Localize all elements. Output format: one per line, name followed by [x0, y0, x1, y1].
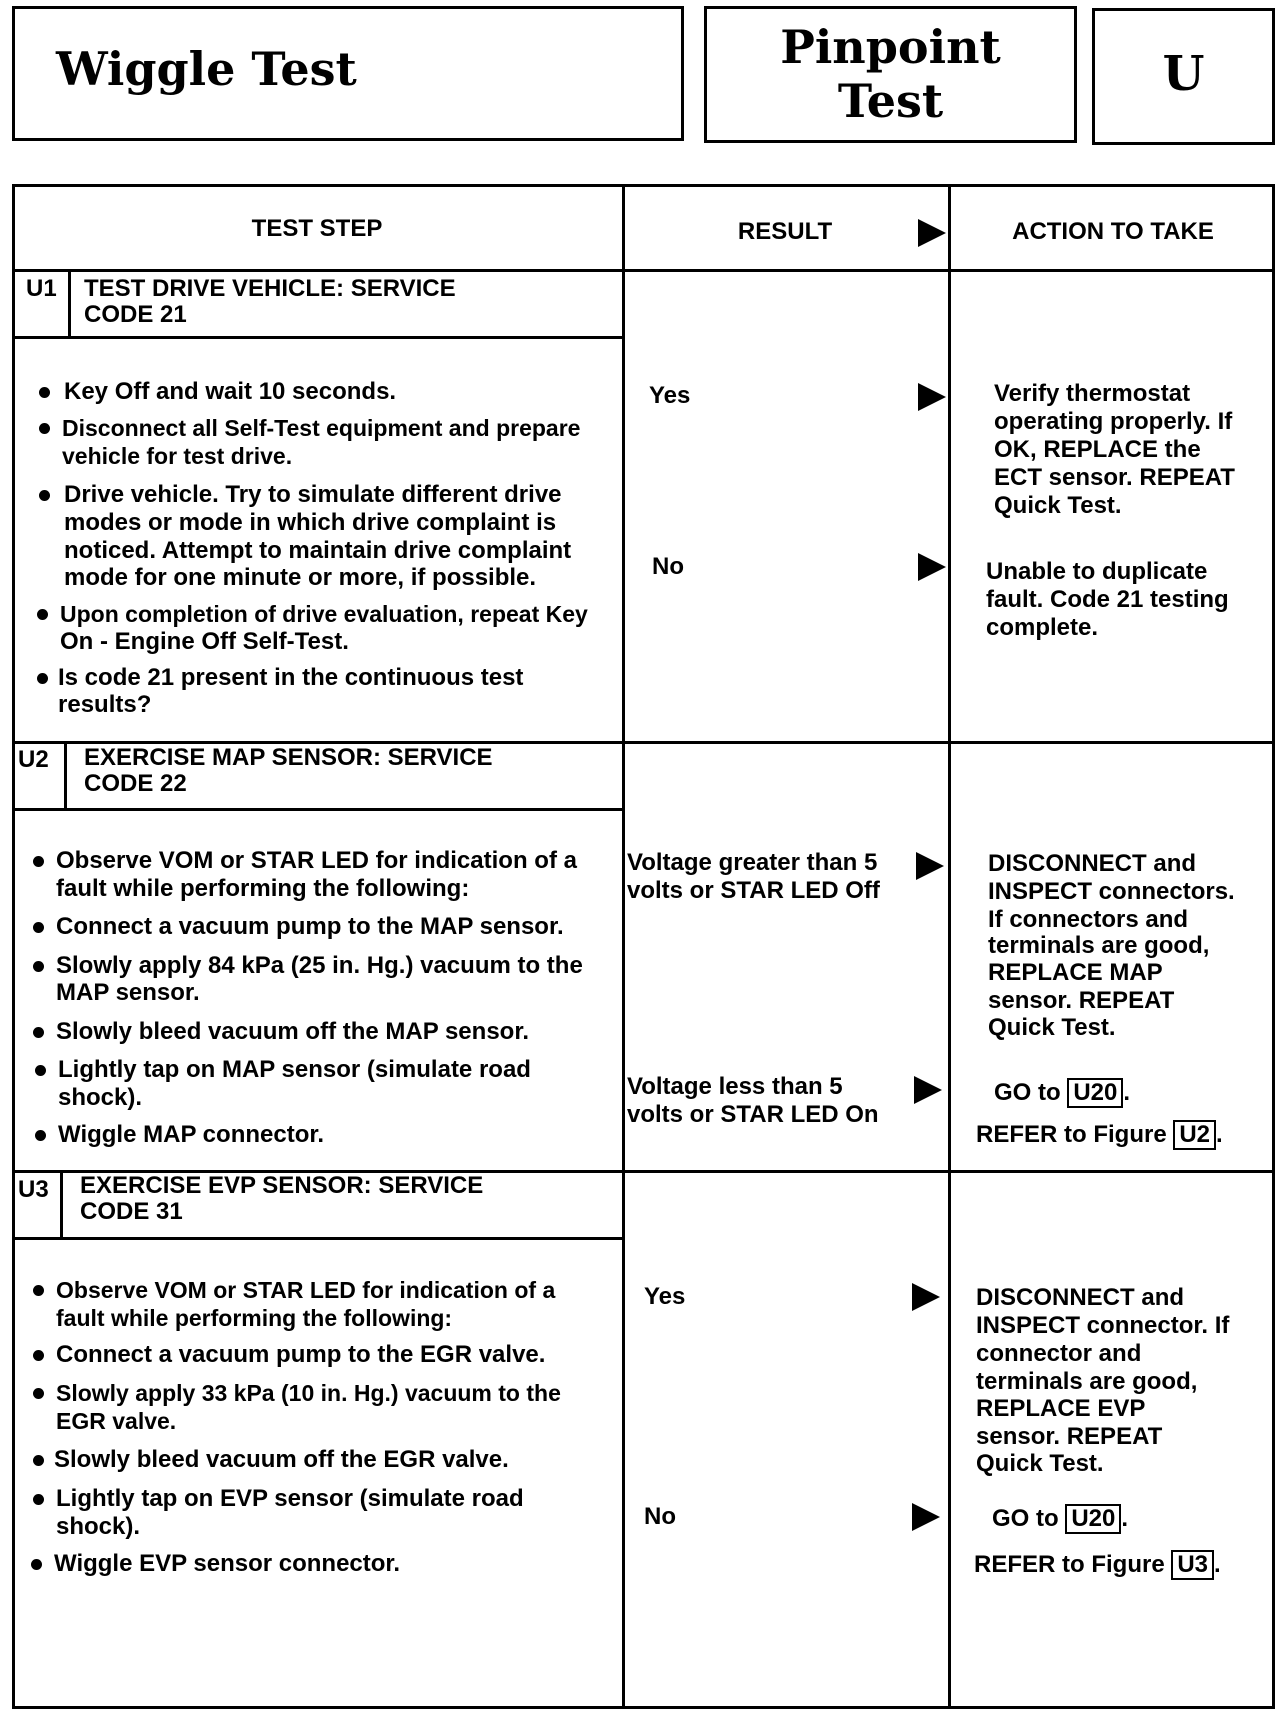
u1-bullet-1-line1: Key Off and wait 10 seconds. [64, 378, 397, 405]
u1-result-no-arrow-icon [918, 553, 946, 581]
header-row-divider [12, 269, 1275, 272]
u1-action-yes-line3: OK, REPLACE the [994, 436, 1201, 463]
u2-bullet-3-line1: Slowly apply 84 kPa (25 in. Hg.) vacuum to the [56, 952, 583, 979]
u3-result-yes-arrow-icon [912, 1283, 940, 1311]
u3-refer-ref-figure[interactable]: U3 [1171, 1550, 1214, 1580]
u2-action-refer-line [976, 1120, 1223, 1150]
u2-result-greater-line1: Voltage greater than 5 [627, 849, 878, 876]
u3-bullet-2-line1: Connect a vacuum pump to the EGR valve. [56, 1341, 546, 1368]
u2-action-greater-line5: REPLACE MAP [988, 959, 1163, 986]
u2-bullet-3-line2: MAP sensor. [56, 979, 200, 1006]
u3-action-yes-line5: REPLACE EVP [976, 1395, 1146, 1422]
column-header-arrow-icon [918, 219, 946, 247]
u2-action-greater-line2: INSPECT connectors. [988, 878, 1235, 905]
u3-bullet-3-icon [33, 1388, 44, 1399]
u1-bullet-3-line3: noticed. Attempt to maintain drive complaint [64, 537, 572, 564]
u2-refer-ref-figure[interactable]: U2 [1173, 1120, 1216, 1150]
u3-id-divider [60, 1170, 63, 1238]
u1-bullet-3-line2: modes or mode in which drive complaint is [64, 509, 557, 536]
u1-step-id: U1 [26, 275, 57, 302]
u3-action-refer-line [974, 1550, 1221, 1580]
u1-bullet-2-line2: vehicle for test drive. [62, 443, 293, 469]
u1-title-divider [12, 336, 622, 339]
u2-bullet-3-icon [33, 961, 44, 972]
u3-title-line2: CODE 31 [80, 1198, 183, 1225]
u2-action-greater-line4: terminals are good, [988, 932, 1210, 959]
u1-id-divider [68, 269, 71, 337]
u2-refer-period: . [1216, 1121, 1223, 1148]
u3-bullet-1-icon [33, 1285, 44, 1296]
u1-action-no-line3: complete. [986, 614, 1099, 641]
u2-bullet-5-icon [35, 1065, 46, 1076]
u2-title-line2: CODE 22 [84, 770, 187, 797]
u2-goto-label: GO to [994, 1079, 1061, 1106]
u3-result-no: No [644, 1503, 676, 1530]
u1-action-no-line2: fault. Code 21 testing [986, 586, 1229, 613]
u3-bullet-3-line2: EGR valve. [56, 1408, 177, 1434]
u3-action-yes-line4: terminals are good, [976, 1368, 1198, 1395]
u2-bullet-4-icon [33, 1027, 44, 1038]
u1-bullet-5-line1: Is code 21 present in the continuous test [58, 664, 524, 691]
u1-bullet-2-icon [39, 423, 50, 434]
u2-bullet-6-line1: Wiggle MAP connector. [58, 1121, 325, 1148]
u3-action-yes-line2: INSPECT connector. If [976, 1312, 1230, 1339]
u2-bullet-5-line2: shock). [58, 1084, 143, 1111]
u3-action-yes-line7: Quick Test. [976, 1450, 1104, 1477]
u2-step-id: U2 [18, 746, 49, 773]
u1-bullet-4-icon [37, 609, 48, 620]
u2-bullet-1-line2: fault while performing the following: [56, 875, 470, 902]
u3-bullet-1-line1: Observe VOM or STAR LED for indication of a [56, 1277, 556, 1303]
pinpoint-test-line2: Test [837, 74, 944, 128]
u2-bullet-1-icon [33, 856, 44, 867]
u3-bullet-1-line2: fault while performing the following: [56, 1305, 453, 1331]
u1-bullet-5-line2: results? [58, 691, 152, 718]
u2-result-less-arrow-icon [914, 1076, 942, 1104]
u2-action-goto-line [994, 1078, 1130, 1108]
u2-bullet-1-line1: Observe VOM or STAR LED for indication of a [56, 847, 577, 874]
u1-action-yes-line4: ECT sensor. REPEAT [994, 464, 1235, 491]
u1-bullet-4-line2: On - Engine Off Self-Test. [60, 628, 349, 655]
u3-bullet-4-line1: Slowly bleed vacuum off the EGR valve. [54, 1446, 509, 1473]
u2-title-divider [12, 808, 622, 811]
u3-action-yes-line1: DISCONNECT and [976, 1284, 1185, 1311]
u2-bullet-4-line1: Slowly bleed vacuum off the MAP sensor. [56, 1018, 530, 1045]
u2-goto-ref-u20[interactable]: U20 [1067, 1078, 1123, 1108]
u1-bullet-3-line4: mode for one minute or more, if possible. [64, 564, 537, 591]
u2-result-less-line1: Voltage less than 5 [627, 1073, 843, 1100]
u2-bullet-2-line1: Connect a vacuum pump to the MAP sensor. [56, 913, 564, 940]
u2-title-line1: EXERCISE MAP SENSOR: SERVICE [84, 744, 493, 771]
u1-action-yes-line2: operating properly. If [994, 408, 1233, 435]
u1-bullet-2-line1: Disconnect all Self-Test equipment and prepare [62, 415, 581, 441]
u2-action-greater-line7: Quick Test. [988, 1014, 1116, 1041]
u3-goto-ref-u20[interactable]: U20 [1065, 1504, 1121, 1534]
u3-bullet-5-line2: shock). [56, 1513, 141, 1540]
u2-refer-label: REFER to Figure [976, 1121, 1167, 1148]
u3-bullet-4-icon [33, 1455, 44, 1466]
u3-action-yes-line3: connector and [976, 1340, 1142, 1367]
u3-action-goto-line [992, 1504, 1128, 1534]
u2-bullet-5-line1: Lightly tap on MAP sensor (simulate road [58, 1056, 531, 1083]
u3-bullet-5-icon [33, 1494, 44, 1505]
u3-goto-label: GO to [992, 1505, 1059, 1532]
u1-bullet-3-line1: Drive vehicle. Try to simulate different drive [64, 481, 562, 508]
column-header-test-step: TEST STEP [251, 215, 383, 242]
u1-result-yes: Yes [649, 382, 691, 409]
u3-refer-period: . [1214, 1551, 1221, 1578]
u3-result-yes: Yes [644, 1283, 686, 1310]
u1-action-yes-line1: Verify thermostat [994, 380, 1191, 407]
u3-bullet-3-line1: Slowly apply 33 kPa (10 in. Hg.) vacuum to the [56, 1380, 561, 1406]
u2-id-divider [64, 741, 67, 809]
test-letter: U [1162, 46, 1205, 102]
u2-result-greater-arrow-icon [916, 852, 944, 880]
column-divider-2 [948, 184, 951, 1709]
u3-refer-label: REFER to Figure [974, 1551, 1165, 1578]
u2-action-greater-line6: sensor. REPEAT [988, 987, 1175, 1014]
u1-action-no-line1: Unable to duplicate [986, 558, 1208, 585]
u3-goto-period: . [1121, 1505, 1129, 1532]
u2-result-less-line2: volts or STAR LED On [627, 1101, 879, 1128]
u2-result-greater-line2: volts or STAR LED Off [627, 877, 880, 904]
u3-step-id: U3 [18, 1176, 49, 1203]
u1-bullet-1-icon [39, 387, 50, 398]
column-header-action: ACTION TO TAKE [1012, 218, 1214, 245]
u1-bullet-3-icon [39, 490, 50, 501]
u2-goto-period: . [1123, 1079, 1131, 1106]
u1-title-line2: CODE 21 [84, 301, 187, 328]
column-header-result: RESULT [737, 218, 833, 245]
u1-bullet-5-icon [37, 673, 48, 684]
u3-result-no-arrow-icon [912, 1503, 940, 1531]
u3-bullet-6-line1: Wiggle EVP sensor connector. [54, 1550, 401, 1577]
u1-result-no: No [652, 553, 684, 580]
u2-bullet-6-icon [35, 1130, 46, 1141]
u3-bullet-6-icon [31, 1559, 42, 1570]
u1-bullet-4-line1: Upon completion of drive evaluation, repeat Key [60, 601, 588, 627]
column-divider-1 [622, 184, 625, 1709]
wiggle-test-title: Wiggle Test [56, 42, 357, 96]
u2-action-greater-line3: If connectors and [988, 906, 1189, 933]
u1-action-yes-line5: Quick Test. [994, 492, 1122, 519]
u1-title-line1: TEST DRIVE VEHICLE: SERVICE [84, 275, 456, 302]
u1-result-yes-arrow-icon [918, 383, 946, 411]
u3-title-line1: EXERCISE EVP SENSOR: SERVICE [80, 1172, 484, 1199]
u3-title-divider [12, 1237, 622, 1240]
u3-bullet-2-icon [33, 1350, 44, 1361]
u3-bullet-5-line1: Lightly tap on EVP sensor (simulate road [56, 1485, 524, 1512]
u2-action-greater-line1: DISCONNECT and [988, 850, 1197, 877]
u3-action-yes-line6: sensor. REPEAT [976, 1423, 1163, 1450]
pinpoint-test-line1: Pinpoint [780, 20, 1001, 74]
u2-bullet-2-icon [33, 922, 44, 933]
